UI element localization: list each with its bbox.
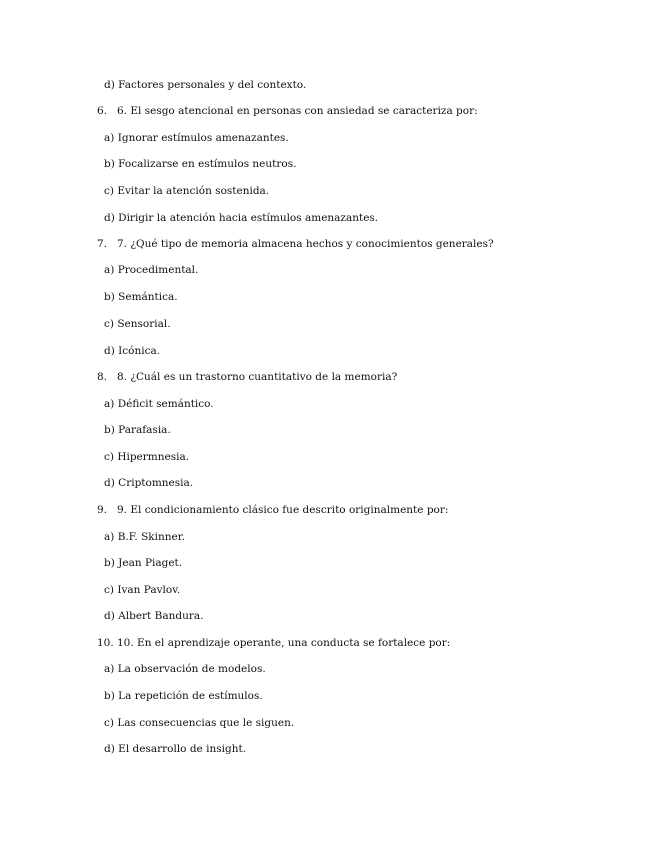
option-text: d) Albert Bandura. <box>104 610 204 622</box>
option-text: c) Ivan Pavlov. <box>104 584 181 596</box>
question-text: 6. El sesgo atencional en personas con ansiedad se caracteriza por: <box>117 105 478 117</box>
option-text: b) Parafasia. <box>104 424 171 436</box>
option-text: a) Ignorar estímulos amenazantes. <box>104 132 289 144</box>
option-text: d) Icónica. <box>104 345 161 357</box>
option-text: b) Focalizarse en estímulos neutros. <box>104 158 297 170</box>
question-text: 10. En el aprendizaje operante, una conducta se fortalece por: <box>117 637 451 649</box>
question-number: 7. <box>97 238 108 250</box>
option-text: a) La observación de modelos. <box>104 663 266 675</box>
option-text: a) Déficit semántico. <box>104 398 214 410</box>
question-text: 8. ¿Cuál es un trastorno cuantitativo de la memoria? <box>117 371 398 383</box>
option-text: c) Las consecuencias que le siguen. <box>104 717 295 729</box>
question-text: 7. ¿Qué tipo de memoria almacena hechos y conocimientos generales? <box>117 238 494 250</box>
question-number: 8. <box>97 371 108 383</box>
question-number: 9. <box>97 504 108 516</box>
question-number: 10. <box>97 637 114 649</box>
option-text: d) El desarrollo de insight. <box>104 743 247 755</box>
option-text: d) Factores personales y del contexto. <box>104 79 307 91</box>
option-text: c) Evitar la atención sostenida. <box>104 185 270 197</box>
option-text: b) La repetición de estímulos. <box>104 690 263 702</box>
option-text: a) Procedimental. <box>104 264 199 276</box>
option-text: b) Jean Piaget. <box>104 557 183 569</box>
option-text: b) Semántica. <box>104 291 178 303</box>
option-text: a) B.F. Skinner. <box>104 531 185 543</box>
option-text: c) Hipermnesia. <box>104 451 190 463</box>
option-text: c) Sensorial. <box>104 318 171 330</box>
option-text: d) Criptomnesia. <box>104 477 194 489</box>
question-text: 9. El condicionamiento clásico fue descrito originalmente por: <box>117 504 449 516</box>
question-number: 6. <box>97 105 108 117</box>
option-text: d) Dirigir la atención hacia estímulos amenazantes. <box>104 212 379 224</box>
